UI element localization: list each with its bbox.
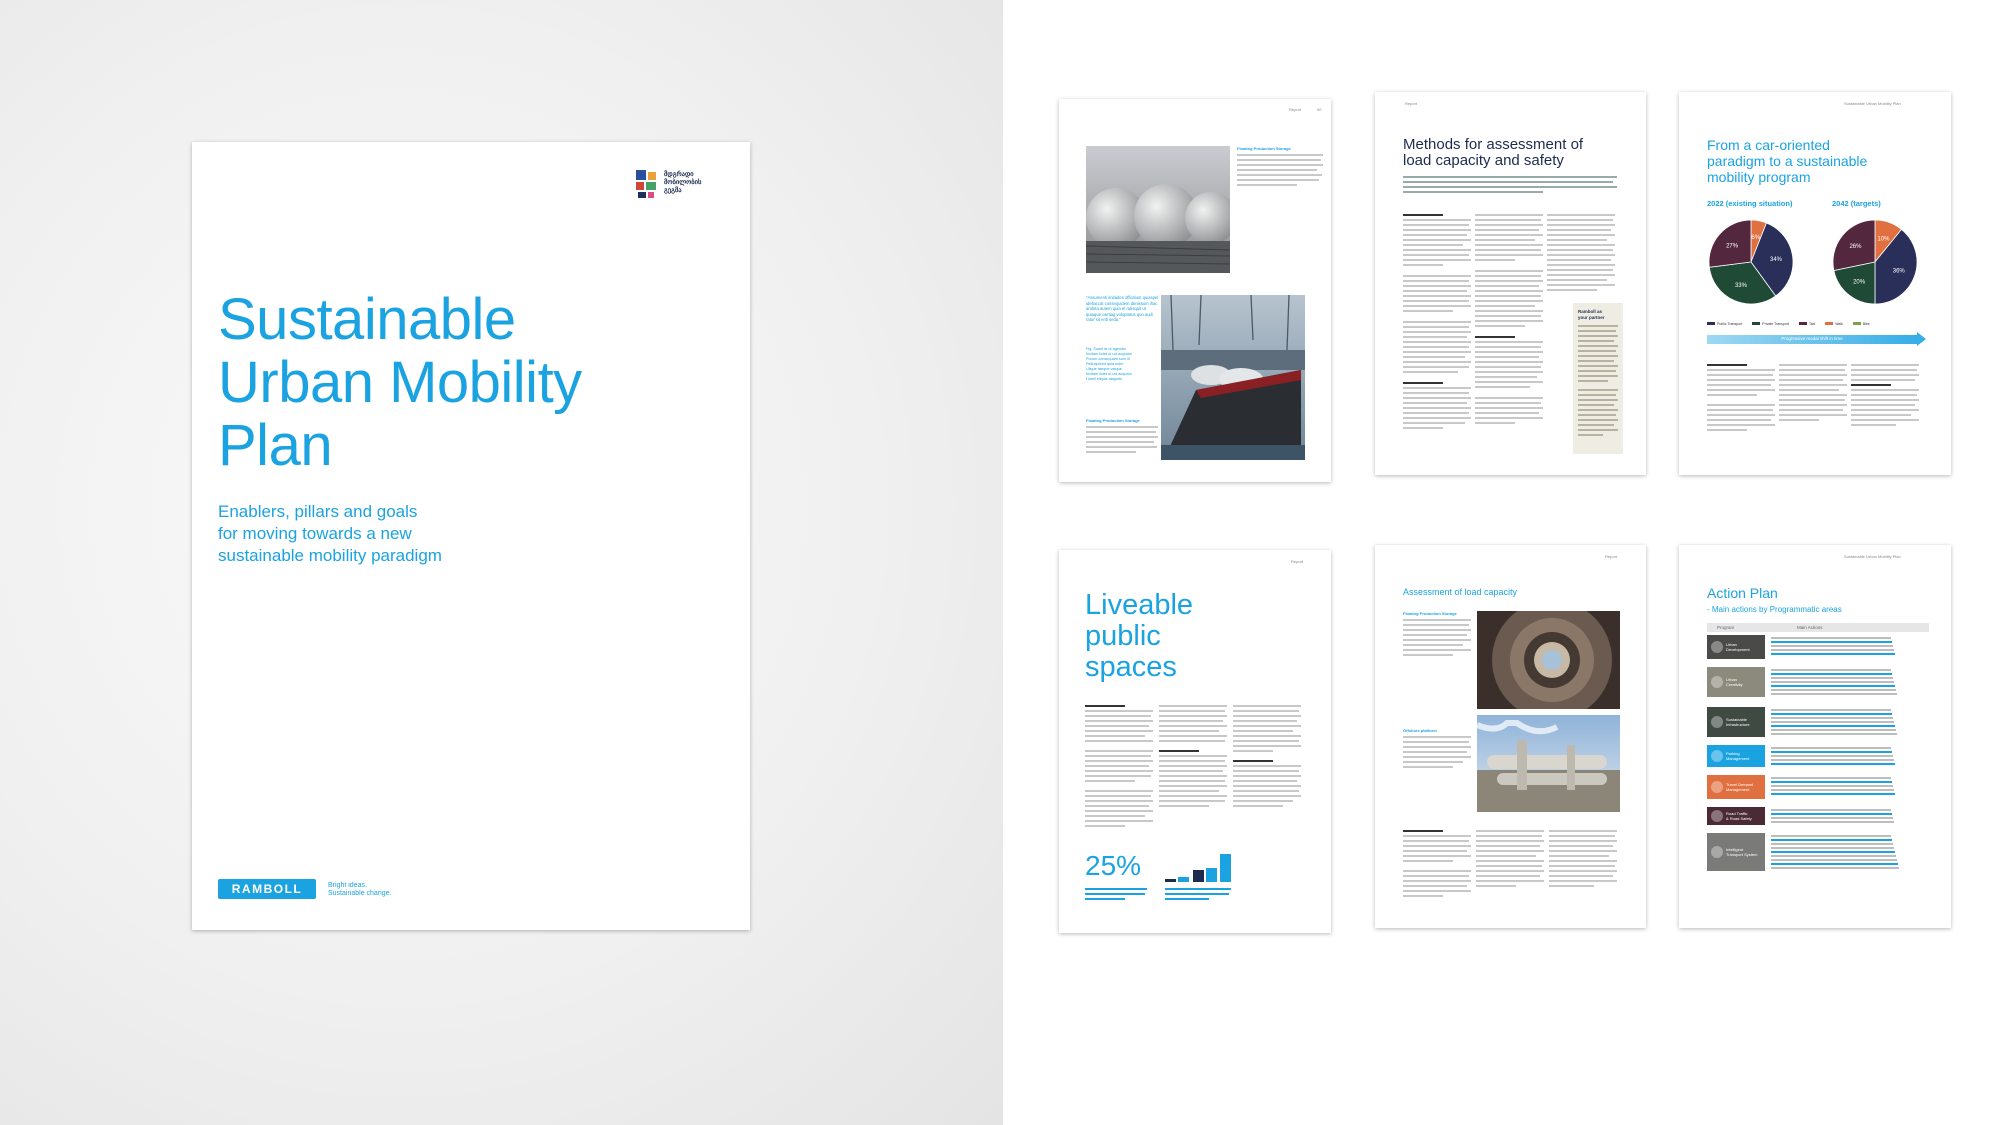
- column-3-text: [1547, 214, 1617, 294]
- pie-slice-label: 10%: [1877, 236, 1890, 243]
- program-icon: [1711, 846, 1723, 858]
- pie-slice-label: 20%: [1853, 279, 1866, 286]
- page-header: Report: [1405, 101, 1418, 106]
- pipeline-photo: [1477, 715, 1620, 812]
- title-line: From a car-oriented: [1707, 137, 1830, 153]
- action-list: [1771, 809, 1927, 825]
- column-3-text: [1233, 705, 1303, 810]
- chart-caption: [1165, 888, 1235, 903]
- action-row: [1707, 807, 1929, 827]
- title-line: Methods for assessment of: [1403, 136, 1584, 153]
- action-list: [1771, 709, 1927, 737]
- program-tile: [1707, 635, 1765, 659]
- page-header: Report: [1291, 559, 1304, 564]
- column-2-text: [1779, 364, 1849, 424]
- logo-text: მდგრადი მობილობის გეგმა: [664, 171, 702, 194]
- cover-subtitle-line: for moving towards a new: [218, 524, 412, 543]
- pie-slice-label: 26%: [1849, 244, 1862, 251]
- cover-title-line: Plan: [218, 413, 333, 478]
- photo-caption: Floating Production Storage: [1237, 146, 1325, 189]
- action-list: [1771, 669, 1927, 697]
- list-item: Pelluaptiunt quia enim: [1086, 362, 1124, 366]
- mini-bar: [1165, 879, 1176, 882]
- column-2-text: [1475, 214, 1545, 427]
- ramboll-tagline: [328, 882, 391, 898]
- title-line: load capacity and safety: [1403, 152, 1564, 169]
- cover-title-line: Urban Mobility: [218, 350, 582, 415]
- intro-text: [1403, 176, 1618, 196]
- page-title: [1085, 590, 1193, 683]
- mini-bar: [1220, 854, 1231, 882]
- stat-figure: 25%: [1085, 850, 1142, 881]
- spread-page-tanks: [1059, 99, 1331, 482]
- page-title: [1707, 137, 1867, 185]
- spread-page-assessment: [1375, 545, 1646, 928]
- legend-item: Public Transport: [1707, 322, 1742, 326]
- mobility-logo: [636, 170, 726, 204]
- legend-item: Walk: [1825, 322, 1843, 326]
- spread-page-liveable: [1059, 550, 1331, 933]
- program-icon: [1711, 810, 1723, 822]
- page-header: Sustainable Urban Mobility Plan: [1844, 101, 1901, 106]
- list-item: Ulique taeque vatque: [1086, 367, 1122, 371]
- spread-page-methods: [1375, 92, 1646, 475]
- column-2-text: [1159, 705, 1229, 810]
- pie-slice-label: 33%: [1734, 283, 1747, 290]
- list-item: Humil eliquis alagnitu: [1086, 377, 1122, 381]
- action-row: [1707, 635, 1929, 661]
- program-tile: [1707, 667, 1765, 697]
- program-label: Intelligent Transport System: [1726, 847, 1758, 857]
- legend-item: Private Transport: [1752, 322, 1789, 326]
- page-header: Report: [1605, 554, 1618, 559]
- column-3-text: [1549, 830, 1619, 890]
- column-header: Program: [1717, 625, 1735, 630]
- cover-title: [218, 288, 582, 477]
- program-icon: [1711, 676, 1723, 688]
- logo-mark-icon: [636, 170, 660, 200]
- action-list: [1771, 747, 1927, 767]
- action-row: [1707, 775, 1929, 801]
- pie-slice-label: 27%: [1726, 243, 1739, 250]
- page-header: Report: [1289, 107, 1302, 112]
- photo-caption: Offshore platform: [1403, 728, 1473, 771]
- tagline-line: Bright ideas.: [328, 882, 367, 889]
- program-label: Road Traffic & Road Safety: [1726, 811, 1752, 821]
- column-1-text: [1403, 214, 1473, 432]
- action-list: [1771, 637, 1927, 657]
- program-label: Urban Creativity: [1726, 677, 1743, 687]
- column-1-text: [1707, 364, 1777, 434]
- title-line: paradigm to a sustainable: [1707, 153, 1868, 169]
- pipe-interior-photo: [1477, 611, 1620, 709]
- column-1-text: [1403, 830, 1473, 900]
- program-label: Parking Management: [1726, 751, 1750, 761]
- legend-item: Bike: [1853, 322, 1870, 326]
- program-label: Sustainable Infrastructure: [1726, 717, 1750, 727]
- program-tile: [1707, 807, 1765, 825]
- pie-slice-label: 6%: [1751, 235, 1761, 242]
- program-tile: [1707, 707, 1765, 737]
- program-tile: [1707, 775, 1765, 799]
- gas-tanks-photo: [1086, 146, 1230, 273]
- program-icon: [1711, 781, 1723, 793]
- table-header: [1707, 623, 1929, 632]
- mini-bar-chart: [1165, 850, 1235, 882]
- pie-slice-label: 36%: [1892, 268, 1905, 275]
- mini-bar: [1178, 877, 1189, 882]
- mini-bar: [1193, 870, 1204, 882]
- cover-subtitle-line: Enablers, pillars and goals: [218, 502, 418, 521]
- mini-bar: [1206, 868, 1217, 882]
- list-item: Fig. Sumit at ut agendis: [1086, 347, 1126, 351]
- program-label: Urban Development: [1726, 642, 1750, 652]
- page-title: Action Plan: [1707, 585, 1778, 601]
- ship-caption: Floating Production Storage: [1086, 418, 1161, 456]
- column-header: Main Actions: [1797, 625, 1823, 630]
- title-line: mobility program: [1707, 169, 1811, 185]
- page-header: Sustainable Urban Mobility Plan: [1844, 554, 1901, 559]
- modal-split-pies: [1679, 210, 1951, 320]
- page-title: [1403, 137, 1583, 169]
- modal-shift-label: Progressive modal shift in time: [1781, 336, 1843, 341]
- program-label: Travel Demand Management: [1726, 782, 1754, 792]
- column-1-text: [1085, 705, 1155, 830]
- program-icon: [1711, 716, 1723, 728]
- cover-page: [192, 142, 750, 930]
- page-number: 00: [1317, 107, 1322, 112]
- sidebar-box: [1573, 303, 1623, 454]
- sidebar-box-title: Ramboll as your partner: [1578, 309, 1605, 320]
- program-tile: [1707, 745, 1765, 767]
- list-item: Porum consequam sum ili: [1086, 357, 1130, 361]
- list-item: Invitam lictet ut uci acquam: [1086, 372, 1132, 376]
- action-list: [1771, 835, 1927, 871]
- title-line: spaces: [1085, 651, 1177, 683]
- cover-subtitle: [218, 501, 442, 567]
- pie-2-title: 2042 (targets): [1832, 199, 1881, 208]
- column-2-text: [1476, 830, 1546, 890]
- lng-ship-photo: [1161, 295, 1305, 460]
- action-row: [1707, 667, 1929, 699]
- program-icon: [1711, 750, 1723, 762]
- legend-item: Taxi: [1799, 322, 1815, 326]
- photo-caption: Floating Production Storage: [1403, 611, 1473, 659]
- action-row: [1707, 833, 1929, 873]
- ramboll-logo: RAMBOLL: [218, 879, 316, 899]
- pie-1-title: 2022 (existing situation): [1707, 199, 1793, 208]
- spread-page-modal-shift: [1679, 92, 1951, 475]
- modal-shift-arrowhead-icon: [1917, 332, 1926, 346]
- stat-caption: [1085, 888, 1150, 903]
- title-line: public: [1085, 620, 1161, 652]
- cover-subtitle-line: sustainable mobility paradigm: [218, 546, 442, 565]
- program-icon: [1711, 641, 1723, 653]
- pie-legend: [1707, 322, 1937, 326]
- list-item: Invitam lictet ut uci acquam: [1086, 352, 1132, 356]
- page-subtitle: - Main actions by Programmatic areas: [1707, 605, 1842, 614]
- pie-slice-label: 34%: [1769, 256, 1783, 263]
- program-tile: [1707, 833, 1765, 871]
- action-list: [1771, 777, 1927, 797]
- action-row: [1707, 707, 1929, 739]
- title-line: Liveable: [1085, 589, 1194, 621]
- spread-page-action-plan: [1679, 545, 1951, 928]
- tagline-line: Sustainable change.: [328, 890, 392, 897]
- page-title: Assessment of load capacity: [1403, 587, 1518, 597]
- column-3-text: [1851, 364, 1921, 429]
- cover-title-line: Sustainable: [218, 287, 516, 352]
- action-row: [1707, 745, 1929, 769]
- bullet-list: [1086, 347, 1161, 382]
- pull-quote: "Assumenti imitades officitium quiaspel idellaccat consequidem denissum ihac aroleta autem quia et ratisquit ut quiaque cwrtiag voluptatus quo audi ratur sit enti seda.": [1086, 295, 1159, 323]
